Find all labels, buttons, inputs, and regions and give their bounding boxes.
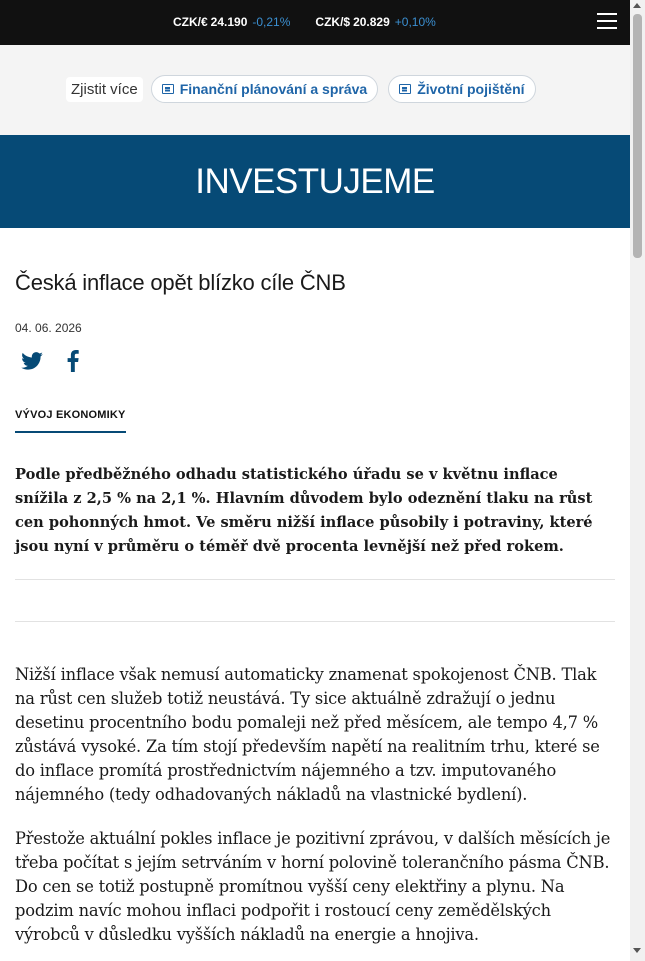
article bbox=[0, 270, 630, 947]
rate-value: 24.190 bbox=[210, 15, 248, 29]
rate-eur bbox=[173, 15, 290, 29]
link-life-insurance[interactable] bbox=[388, 75, 535, 103]
hamburger-icon[interactable] bbox=[597, 13, 617, 31]
rate-usd bbox=[315, 15, 435, 29]
article-category[interactable]: VÝVOJ EKONOMIKY bbox=[15, 409, 126, 433]
share-buttons bbox=[15, 351, 615, 375]
article-paragraph: Nižší inflace však nemusí automaticky znamenat spokojenost ČNB. Tlak na růst cen služeb totiž neustává. Ty sice aktuálně zdražují o jednu desetinu procentního bodu pomaleji než před měsícem, ale tempo 4,7 % zůstává vysoké. Za tím stojí především napětí na realitním trhu, které se do inflace promítá prostřednictvím nájemného a tzv. imputovaného nájemného (tedy odhadovaných nákladů na vlastnické bydlení). bbox=[15, 665, 600, 804]
document-icon bbox=[399, 84, 411, 94]
rate-pair: CZK/€ bbox=[173, 15, 208, 29]
rate-change: +0,10% bbox=[394, 15, 436, 29]
currency-bar bbox=[0, 0, 630, 45]
twitter-icon[interactable] bbox=[21, 352, 43, 375]
divider bbox=[15, 621, 615, 622]
scroll-thumb[interactable] bbox=[633, 14, 642, 258]
link-financial-planning[interactable] bbox=[151, 75, 379, 103]
rate-value: 20.829 bbox=[353, 15, 390, 29]
rate-pair: CZK/$ bbox=[315, 15, 351, 29]
document-icon bbox=[162, 84, 174, 94]
pill-label: Životní pojištění bbox=[417, 81, 525, 97]
learn-more-label: Zjistit více bbox=[66, 77, 143, 102]
related-links bbox=[0, 45, 630, 135]
pill-label: Finanční plánování a správa bbox=[179, 81, 368, 97]
brand-banner bbox=[0, 135, 630, 228]
scroll-up-arrow-icon[interactable] bbox=[633, 3, 641, 8]
facebook-icon[interactable] bbox=[67, 350, 79, 377]
article-perex: Podle předběžného odhadu statistického úřadu se v květnu inflace snížila z 2,5 % na 2,1 %. Hlavním důvodem bylo odeznění tlaku na růst cen pohonných hmot. Ve směru nižší inflace působily i potraviny, které jsou nyní v průměru o téměř dvě procenta levnější než před rokem. bbox=[15, 466, 593, 555]
rate-change: -0,21% bbox=[252, 15, 291, 29]
page-scrollbar[interactable] bbox=[630, 0, 645, 961]
scroll-down-arrow-icon[interactable] bbox=[633, 948, 641, 953]
article-title: Česká inflace opět blízko cíle ČNB bbox=[15, 270, 346, 295]
pill-row bbox=[66, 75, 546, 103]
divider bbox=[15, 579, 615, 580]
article-paragraph: Přestože aktuální pokles inflace je pozitivní zprávou, v dalších měsících je třeba počítat s jejím setrváním v horní polovině tolerančního pásma ČNB. Do cen se totiž postupně promítnou vyšší ceny elektřiny a plynu. Na podzim navíc mohou inflaci podpořit i rostoucí ceny zemědělských výrobců v důsledku vyšších nákladů na energie a hnojiva. bbox=[15, 829, 611, 944]
brand-logo[interactable]: INVESTUJEME bbox=[195, 161, 435, 201]
article-date: 04. 06. 2026 bbox=[15, 321, 82, 335]
exchange-rates bbox=[173, 15, 461, 29]
